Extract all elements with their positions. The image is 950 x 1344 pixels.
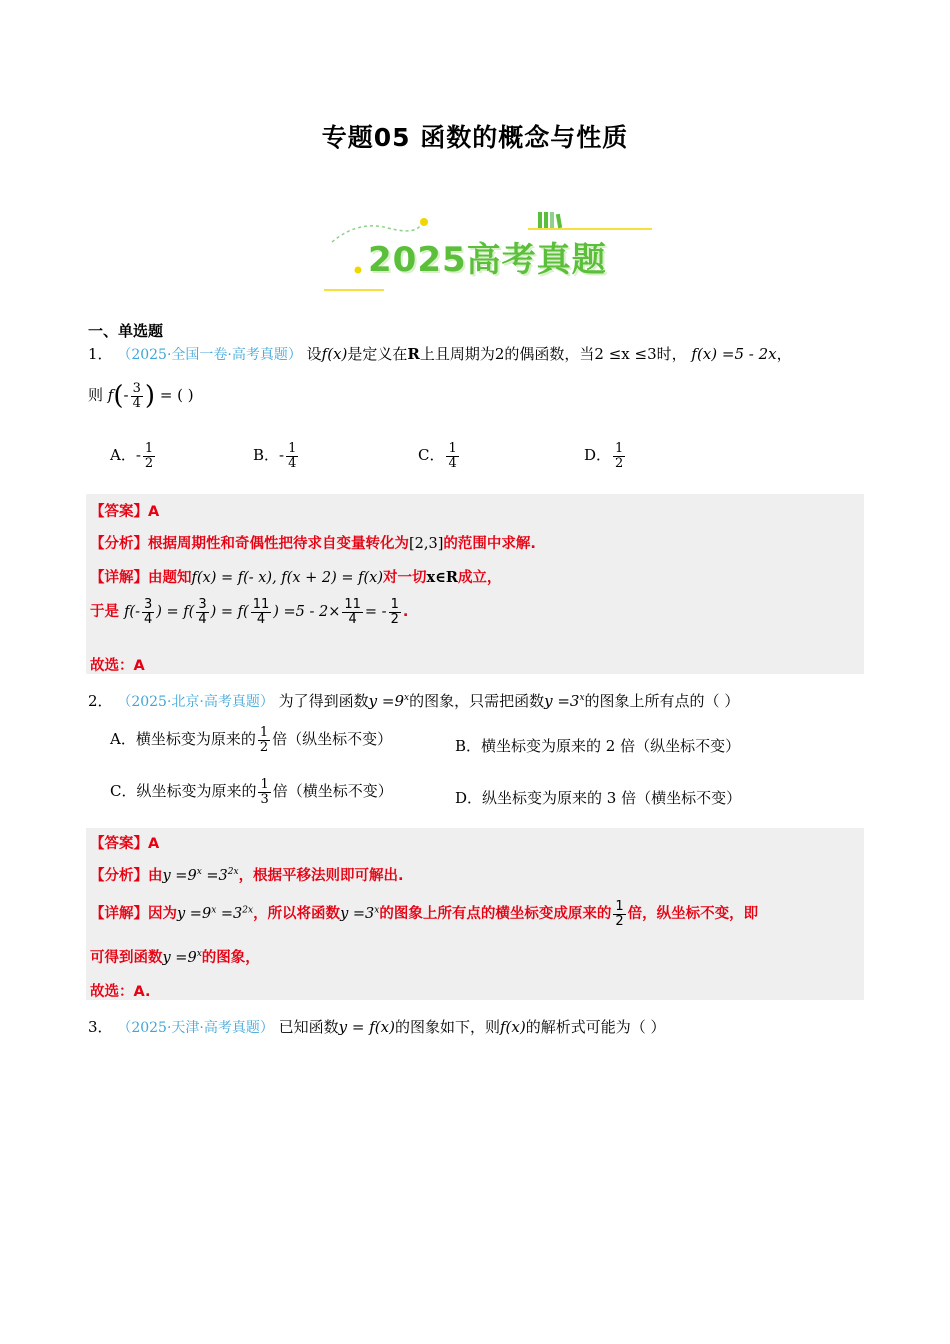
fraction [142, 598, 154, 626]
detail-text: 的图象上所有点的横坐标变成原来的 [379, 906, 612, 923]
question-number: 1． [88, 345, 113, 363]
fraction-numerator: 3 [198, 597, 207, 612]
option-text: C．纵坐标变为原来的 [110, 782, 257, 801]
math-expression: y =3 [544, 692, 580, 710]
option-text: 倍（横坐标不变） [272, 782, 393, 801]
question-text: 的解析式可能为（ ） [525, 1018, 666, 1036]
math-expression: f(x) [321, 345, 348, 363]
math-expression: = - [364, 604, 387, 621]
punctuation: . [402, 604, 409, 621]
math-exponent: x [196, 949, 202, 960]
question-source: （2025·北京·高考真题） [117, 694, 274, 710]
option-label: D． [584, 446, 612, 465]
math-expression: y =9 [162, 868, 197, 884]
option-b[interactable]: B．横坐标变为原来的 2 倍（纵坐标不变） [455, 737, 741, 755]
question-text: 为了得到函数 [278, 692, 369, 710]
question-source: （2025·全国一卷·高考真题） [117, 347, 302, 363]
fraction-denominator: 4 [144, 611, 153, 627]
analysis-label: 【分析】 [90, 536, 148, 552]
option-b[interactable] [253, 442, 300, 470]
math-expression: =3 [201, 868, 228, 884]
choose-text: 故选：A. [90, 984, 151, 1000]
fraction-denominator: 4 [448, 455, 457, 471]
section-heading: 一、单选题 [88, 322, 164, 340]
option-a[interactable] [110, 442, 157, 470]
question-source: （2025·天津·高考真题） [117, 1020, 274, 1036]
analysis-text: ，根据平移法则即可解出. [238, 868, 404, 884]
math-expression: y =9 [368, 692, 405, 710]
fraction-denominator: 3 [260, 791, 269, 807]
math-expression: f(- [124, 604, 140, 621]
analysis-text: 根据周期性和奇偶性把待求自变量转化为 [148, 536, 409, 552]
math-sign: - [123, 386, 129, 404]
fraction-numerator: 11 [252, 597, 270, 612]
answer-line [90, 832, 159, 853]
math-expression: y =9 [177, 906, 212, 923]
answer-line [90, 500, 159, 521]
question-text: 的图象，只需把函数 [409, 692, 545, 710]
fraction [286, 442, 298, 470]
math-expression: ) = f( [210, 604, 249, 621]
analysis-text: 由 [148, 868, 163, 884]
fraction-numerator: 1 [448, 441, 457, 456]
math-expression: f(x) =5 - 2x [691, 345, 777, 363]
option-c[interactable] [110, 778, 393, 806]
math-exponent: x [374, 905, 380, 916]
fraction-numerator: 11 [344, 597, 361, 612]
detail-text: 由题知 [148, 570, 192, 586]
math-exponent: 2x [242, 905, 254, 916]
detail-text: 因为 [148, 906, 177, 923]
answer-value: A [148, 504, 160, 520]
math-expression: y = f(x) [338, 1018, 395, 1036]
option-text: 倍（纵坐标不变） [272, 730, 393, 749]
fraction-denominator: 4 [132, 395, 141, 411]
analysis-text: 的范围中求解. [443, 536, 536, 552]
fraction-denominator: 2 [259, 739, 269, 755]
fraction-denominator: 2 [390, 611, 399, 627]
math-sign: - [135, 446, 141, 465]
detail-line [90, 900, 758, 928]
fraction-numerator: 3 [132, 380, 141, 396]
question-text: 是定义在 [347, 345, 408, 363]
option-a[interactable] [110, 726, 392, 754]
fraction-numerator: 3 [144, 597, 153, 612]
math-expression: f(x) [499, 1018, 526, 1036]
option-label: C． [418, 446, 445, 465]
choose-line [90, 980, 151, 1001]
banner-text: 2025高考真题 [368, 240, 607, 280]
math-exponent: x [404, 693, 410, 703]
option-label: B． [253, 446, 280, 465]
question-number: 3． [88, 1018, 113, 1036]
fraction-numerator: 1 [144, 441, 154, 456]
analysis-line [90, 864, 404, 885]
question-1-line-1 [88, 343, 792, 364]
question-text: 已知函数 [278, 1018, 339, 1036]
detail-text: 成立， [457, 570, 502, 586]
fraction-numerator: 1 [615, 899, 624, 914]
choose-text: 故选：A [90, 658, 145, 674]
question-text: 则 [88, 386, 104, 404]
fraction-denominator: 4 [256, 611, 266, 627]
math-sign: - [279, 446, 285, 465]
option-d[interactable]: D．纵坐标变为原来的 3 倍（横坐标不变） [455, 789, 742, 807]
math-exponent: x [579, 693, 585, 703]
fraction [251, 598, 272, 626]
fraction-denominator: 2 [615, 913, 624, 929]
math-expression: y =9 [162, 950, 197, 966]
detail-text: ，所以将函数 [253, 906, 341, 923]
fraction [258, 778, 270, 806]
fraction-numerator: 1 [260, 777, 269, 792]
fraction [613, 900, 625, 928]
detail-text: 对一切 [383, 570, 427, 586]
math-expression: [2,3] [409, 536, 444, 552]
banner [318, 200, 658, 296]
detail-label: 【详解】 [90, 570, 148, 586]
math-expression: y =3 [340, 906, 375, 923]
analysis-line [90, 532, 536, 553]
question-3-line-1 [88, 1016, 665, 1037]
fraction [613, 442, 625, 470]
detail-line [90, 566, 501, 587]
math-expression: f(x) = f(- x), f(x + 2) = f(x) [191, 570, 383, 586]
detail-text: 倍，纵坐标不变，即 [627, 906, 759, 923]
question-text: = ( ) [159, 386, 194, 404]
question-text: 的图象上所有点的（ ） [584, 692, 740, 710]
math-exponent: x [196, 867, 202, 878]
option-label: A． [110, 446, 136, 465]
answer-value: A [148, 836, 160, 852]
fraction-numerator: 1 [390, 597, 399, 612]
math-expression: ) =5 - 2× [273, 604, 341, 621]
option-c[interactable] [418, 442, 461, 470]
page-title: 专题05 函数的概念与性质 [321, 123, 629, 152]
math-set-r: R [407, 345, 420, 363]
question-text: 的图象如下，则 [394, 1018, 500, 1036]
answer-box-2 [86, 828, 864, 1000]
fraction [342, 598, 363, 626]
answer-label: 【答案】 [90, 836, 148, 852]
fraction-denominator: 4 [198, 611, 207, 627]
fraction-denominator: 4 [288, 455, 297, 471]
fraction [131, 382, 143, 410]
math-expression: ) = f( [156, 604, 195, 621]
fraction-denominator: 4 [348, 611, 357, 627]
fraction [446, 442, 458, 470]
option-d[interactable] [584, 442, 627, 470]
answer-box-1 [86, 494, 864, 674]
detail-line-2 [90, 946, 260, 967]
detail-text: 于是 [90, 604, 119, 621]
detail-text: 的图象， [201, 950, 260, 966]
question-text: 上且周期为2的偶函数，当2 ≤x ≤3时， [419, 345, 687, 363]
question-text: 设 [306, 345, 322, 363]
math-expression: f [107, 386, 114, 404]
question-1-line-2: 则 f(- $\frac{3}{4}$ ) = ( ) [88, 380, 194, 411]
fraction [196, 598, 208, 626]
math-expression: =3 [216, 906, 243, 923]
fraction-numerator: 1 [615, 441, 624, 456]
fraction [389, 598, 401, 626]
question-number: 2． [88, 692, 113, 710]
math-exponent: x [211, 905, 217, 916]
punctuation: ， [776, 345, 792, 363]
analysis-label: 【分析】 [90, 868, 148, 884]
fraction-numerator: 1 [259, 725, 269, 740]
question-2-line-1 [88, 690, 739, 711]
fraction-denominator: 2 [144, 455, 154, 471]
fraction [258, 726, 270, 754]
detail-text: 可得到函数 [90, 950, 163, 966]
math-exponent: 2x [227, 867, 239, 878]
detail-derivation [90, 598, 408, 626]
fraction [143, 442, 155, 470]
fraction-denominator: 2 [615, 455, 624, 471]
choose-line [90, 654, 145, 675]
math-expression: x∈R [426, 569, 458, 586]
option-text: A．横坐标变为原来的 [110, 730, 256, 749]
answer-label: 【答案】 [90, 504, 148, 520]
detail-label: 【详解】 [90, 906, 148, 923]
fraction-numerator: 1 [288, 441, 297, 456]
